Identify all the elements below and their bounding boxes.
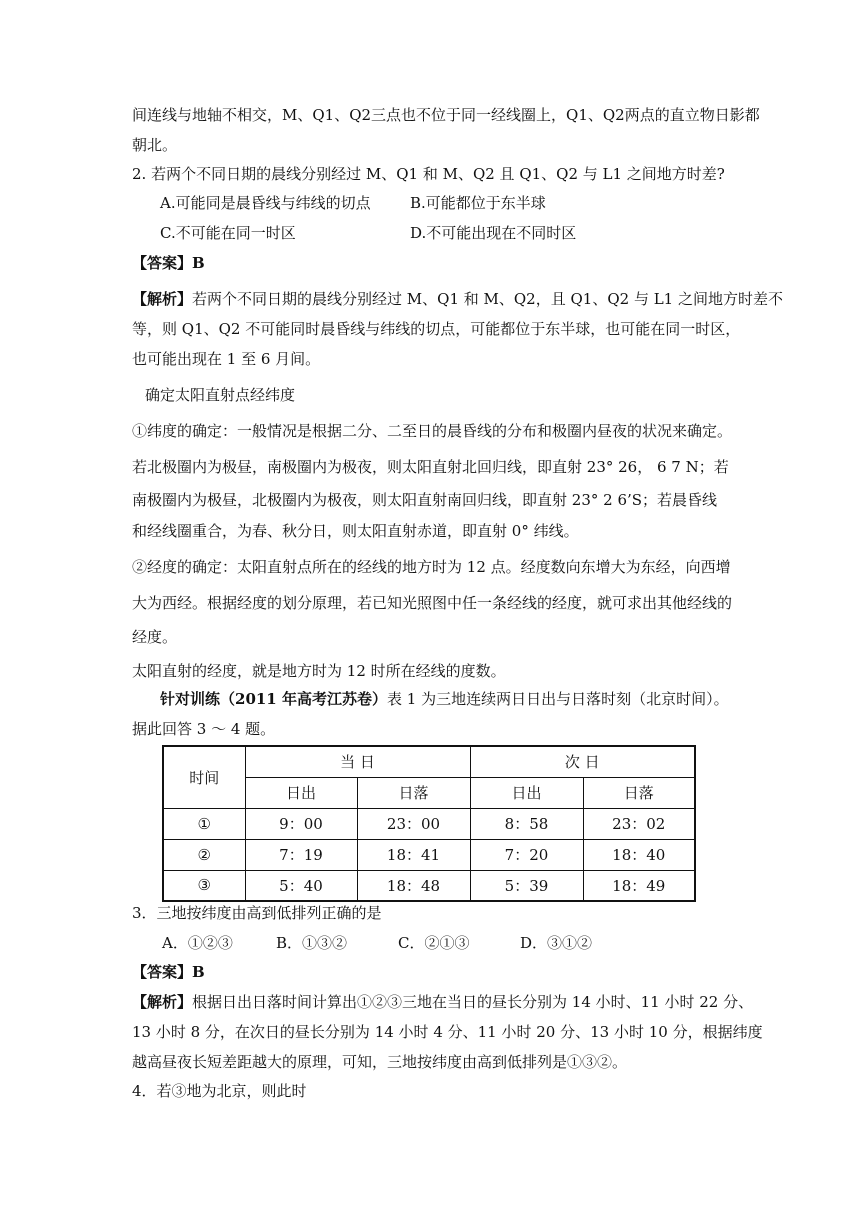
question-2-stem: 2. 若两个不同日期的晨线分别经过 M、Q1 和 M、Q2 且 Q1、Q2 与 L1 之间地方时差?: [132, 165, 725, 183]
knowledge-line: ②经度的确定：太阳直射点所在的经线的地方时为 12 点。经度数向东增大为东经，向西增: [132, 558, 731, 576]
knowledge-line: 南极圈内为极昼，北极圈内为极夜，则太阳直射南回归线，即直射 23° 2 6’S；若晨昏线: [132, 491, 718, 509]
question-3-option-b: B．①③②: [276, 934, 348, 952]
question-2-analysis-line: [132, 289, 783, 309]
time-cell: 18：49: [583, 870, 695, 901]
question-3-stem: 3．三地按纬度由高到低排列正确的是: [132, 904, 382, 922]
question-2-option-d: D.不可能出现在不同时区: [410, 224, 577, 242]
time-header: 时间: [163, 746, 245, 808]
question-3-analysis-line: [132, 992, 753, 1012]
question-2-option-a: A.可能同是晨昏线与纬线的切点: [160, 194, 371, 212]
question-2-option-b: B.可能都位于东半球: [410, 194, 546, 212]
time-cell: 5：39: [470, 870, 583, 901]
time-cell: 5：40: [245, 870, 357, 901]
knowledge-summary: 太阳直射的经度，就是地方时为 12 时所在经线的度数。: [132, 662, 506, 680]
analysis-label: 【解析】: [132, 290, 193, 308]
knowledge-heading: 确定太阳直射点经纬度: [145, 386, 296, 404]
question-4-stem: 4．若③地为北京，则此时: [132, 1082, 307, 1100]
sunrise-header: 日出: [470, 777, 583, 808]
knowledge-line: 和经线圈重合，为春、秋分日，则太阳直射赤道，即直射 0° 纬线。: [132, 522, 579, 540]
paragraph-line: 间连线与地轴不相交，M、Q1、Q2三点也不位于同一经线圈上，Q1、Q2两点的直立物日影都: [132, 106, 760, 124]
sunset-header: 日落: [357, 777, 470, 808]
time-cell: 23：02: [583, 808, 695, 839]
time-cell: 9：00: [245, 808, 357, 839]
place-cell: ②: [163, 839, 245, 870]
training-text: 表 1 为三地连续两日日出与日落时刻（北京时间）。: [386, 690, 729, 708]
sunrise-header: 日出: [245, 777, 357, 808]
analysis-text: 根据日出日落时间计算出①②③三地在当日的昼长分别为 14 小时、11 小时 22 分、: [192, 993, 754, 1011]
question-3-option-d: D．③①②: [520, 934, 593, 952]
sunrise-sunset-table: [162, 745, 696, 902]
analysis-label: 【解析】: [132, 993, 193, 1011]
knowledge-line: 经度。: [132, 628, 178, 646]
table-row: [163, 839, 695, 870]
question-2-option-c: C.不可能在同一时区: [160, 224, 296, 242]
sunset-header: 日落: [583, 777, 695, 808]
paragraph-line: 朝北。: [132, 136, 178, 154]
training-source: 针对训练（2011 年高考江苏卷）: [160, 690, 387, 708]
time-cell: 18：48: [357, 870, 470, 901]
time-cell: 23：00: [357, 808, 470, 839]
question-3-answer: 【答案】B: [132, 963, 205, 981]
question-2-analysis-line: 等，则 Q1、Q2 不可能同时晨昏线与纬线的切点，可能都位于东半球，也可能在同一时区，: [132, 320, 741, 338]
table-row: [163, 870, 695, 901]
day2-header: 次 日: [470, 746, 695, 777]
knowledge-line: 大为西经。根据经度的划分原理，若已知光照图中任一条经线的经度，就可求出其他经线的: [132, 594, 733, 612]
question-2-answer: 【答案】B: [132, 254, 205, 272]
time-cell: 7：19: [245, 839, 357, 870]
place-cell: ③: [163, 870, 245, 901]
question-3-analysis-line: 13 小时 8 分，在次日的昼长分别为 14 小时 4 分、11 小时 20 分、13 小时 10 分，根据纬度: [132, 1023, 763, 1041]
time-cell: 18：40: [583, 839, 695, 870]
time-cell: 7：20: [470, 839, 583, 870]
question-3-option-a: A．①②③: [162, 934, 233, 952]
knowledge-line: ①纬度的确定：一般情况是根据二分、二至日的晨昏线的分布和极圈内昼夜的状况来确定。: [132, 422, 733, 440]
time-cell: 8：58: [470, 808, 583, 839]
question-3-option-c: C．②①③: [398, 934, 470, 952]
table-row: [163, 808, 695, 839]
analysis-text: 若两个不同日期的晨线分别经过 M、Q1 和 M、Q2，且 Q1、Q2 与 L1 之间地方时差不: [192, 290, 783, 308]
question-3-analysis-line: 越高昼夜长短差距越大的原理，可知，三地按纬度由高到低排列是①③②。: [132, 1053, 628, 1071]
day1-header: 当 日: [245, 746, 470, 777]
knowledge-line: 若北极圈内为极昼，南极圈内为极夜，则太阳直射北回归线，即直射 23° 26， 6 7 N；若: [132, 458, 729, 476]
place-cell: ①: [163, 808, 245, 839]
training-intro: [160, 689, 729, 709]
question-2-analysis-line: 也可能出现在 1 至 6 月间。: [132, 350, 321, 368]
time-cell: 18：41: [357, 839, 470, 870]
training-line: 据此回答 3 ～ 4 题。: [132, 720, 276, 738]
